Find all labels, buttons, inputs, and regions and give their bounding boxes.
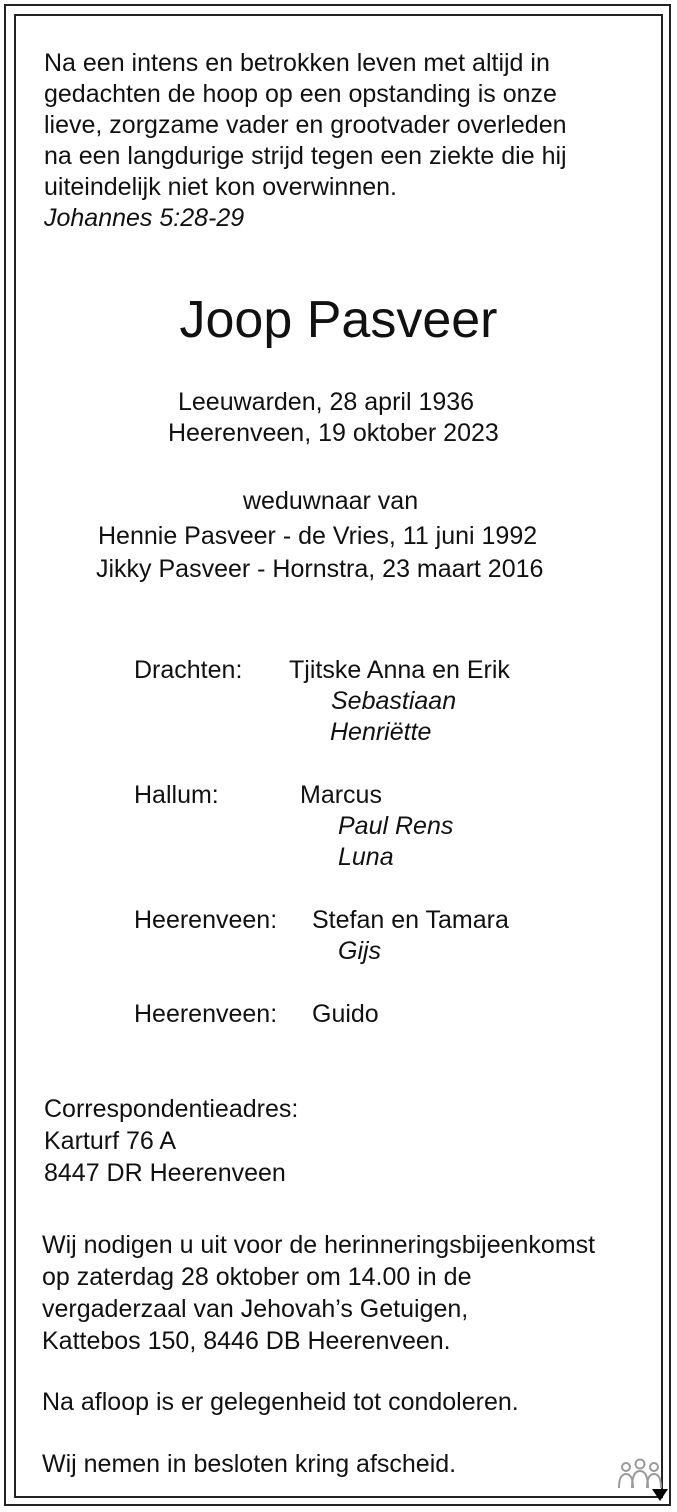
family-names: Tjitske Anna en Erik	[289, 656, 510, 684]
grandchild-name: Paul Rens	[338, 812, 454, 840]
family-names: Stefan en Tamara	[312, 906, 509, 934]
invitation-line: Wij nodigen u uit voor de herinneringsbijeenkomst	[42, 1231, 596, 1259]
invitation-text	[42, 1230, 595, 1358]
family-names: Guido	[312, 1000, 379, 1028]
condolence-line: Na afloop is er gelegenheid tot condoleren.	[42, 1388, 519, 1416]
invitation-line: Kattebos 150, 8446 DB Heerenveen.	[42, 1327, 451, 1355]
grandchild-name: Gijs	[338, 937, 382, 965]
family-place: Drachten:	[134, 656, 243, 684]
family-place: Heerenveen:	[134, 1000, 278, 1028]
family-place: Heerenveen:	[134, 906, 278, 934]
death-line: Heerenveen, 19 oktober 2023	[168, 419, 499, 447]
intro-line: uiteindelijk niet kon overwinnen.	[44, 173, 397, 201]
invitation-line: op zaterdag 28 oktober om 14.00 in de	[42, 1263, 472, 1291]
intro-line: Na een intens en betrokken leven met altijd in	[44, 49, 550, 77]
birth-line: Leeuwarden, 28 april 1936	[178, 388, 475, 416]
deceased-name: Joop Pasveer	[179, 291, 498, 349]
grandchild-name: Sebastiaan	[331, 687, 457, 715]
intro-line: gedachten de hoop op een opstanding is onze	[44, 80, 557, 108]
spouse-line: Hennie Pasveer - de Vries, 11 juni 1992	[98, 522, 538, 550]
family-names: Marcus	[300, 781, 382, 809]
bible-verse: Johannes 5:28-29	[44, 204, 245, 232]
family-place: Hallum:	[134, 781, 219, 809]
correspondence-label: Correspondentieadres:	[44, 1095, 299, 1123]
intro-text	[44, 48, 567, 234]
invitation-line: vergaderzaal van Jehovah’s Getuigen,	[42, 1295, 469, 1323]
address-postal: 8447 DR Heerenveen	[44, 1159, 286, 1187]
intro-line: lieve, zorgzame vader en grootvader overleden	[44, 111, 567, 139]
spouse-line: Jikky Pasveer - Hornstra, 23 maart 2016	[96, 555, 544, 583]
grandchild-name: Henriëtte	[330, 718, 432, 746]
correspondence-address	[44, 1094, 298, 1190]
address-street: Karturf 76 A	[44, 1127, 177, 1155]
intro-line: na een langdurige strijd tegen een ziekte die hij	[44, 142, 567, 170]
grandchild-name: Luna	[338, 843, 394, 871]
farewell-line: Wij nemen in besloten kring afscheid.	[42, 1450, 457, 1478]
scroll-down-arrow-icon[interactable]	[652, 1489, 668, 1501]
widower-heading: weduwnaar van	[243, 487, 419, 515]
